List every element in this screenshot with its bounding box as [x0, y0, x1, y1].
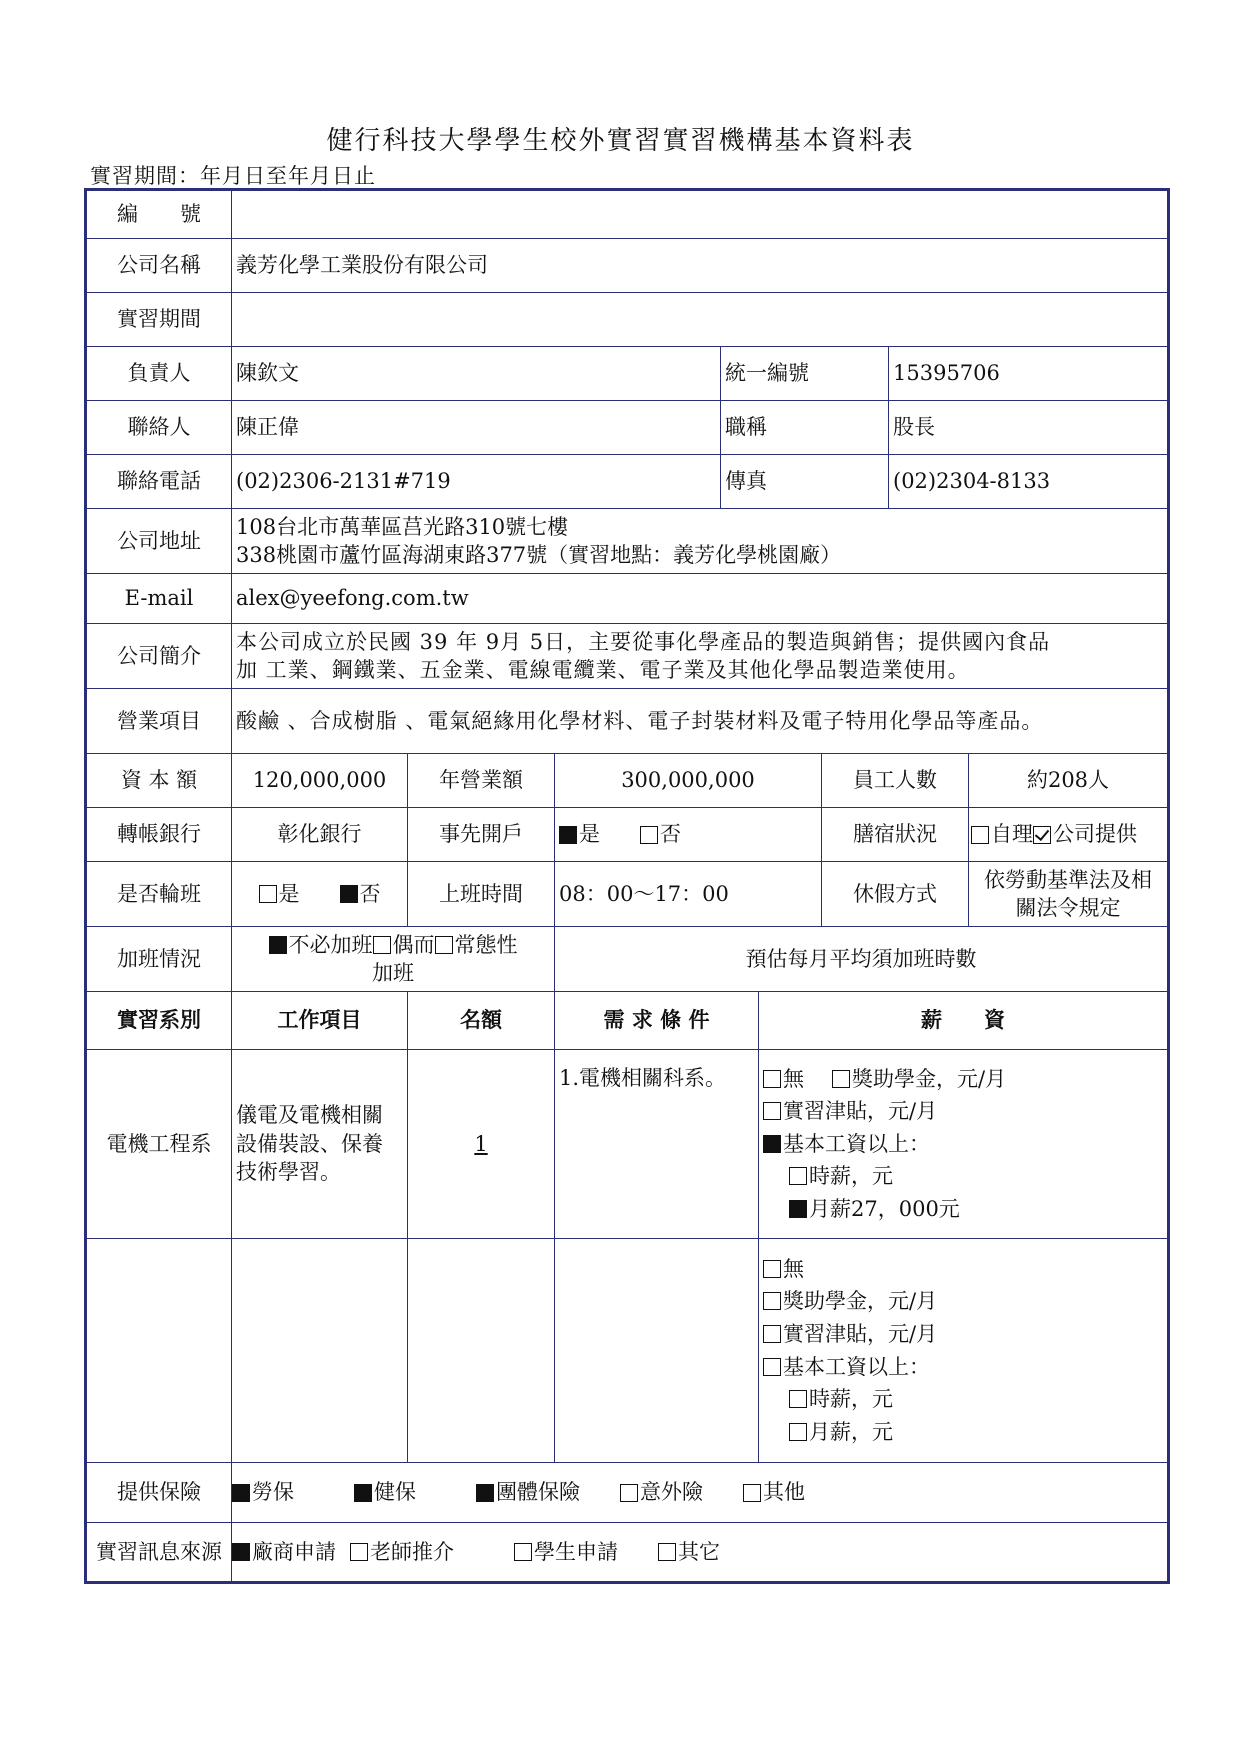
label-leave: 休假方式	[821, 861, 969, 927]
address-line-1: 108台北市萬華區莒光路310號七樓	[236, 514, 569, 539]
label-job-title: 職稱	[720, 400, 889, 455]
insurance-labor: 勞保	[252, 1480, 294, 1505]
checkbox-unchecked-icon[interactable]	[743, 1484, 761, 1502]
lodging-self: 自理	[991, 822, 1033, 847]
value-business[interactable]: 酸鹼 、合成樹脂 、電氣絕緣用化學材料、電子封裝材料及電子特用化學品等產品。	[231, 688, 1168, 754]
row1-salary-none: 無	[783, 1066, 804, 1091]
insurance-group: 團體保險	[496, 1480, 580, 1505]
checkbox-unchecked-icon[interactable]	[832, 1070, 850, 1088]
label-shift: 是否輪班	[86, 861, 232, 927]
label-work-hours: 上班時間	[407, 861, 555, 927]
value-work-hours[interactable]: 08：00～17：00	[554, 861, 822, 927]
header-work-item: 工作項目	[231, 991, 408, 1050]
label-bank: 轉帳銀行	[86, 807, 232, 862]
source-student: 學生申請	[534, 1539, 618, 1564]
row2-salary-basic: 基本工資以上：	[783, 1354, 930, 1379]
address-line-2: 338桃園市蘆竹區海湖東路377號（實習地點：義芳化學桃園廠）	[236, 543, 842, 567]
checkbox-ticked-icon[interactable]	[1033, 826, 1051, 844]
source-teacher: 老師推介	[370, 1539, 454, 1564]
row1-quota	[407, 1049, 555, 1239]
source-options	[231, 1522, 1168, 1582]
label-number: 編 號	[86, 190, 232, 239]
checkbox-checked-icon[interactable]	[340, 885, 358, 903]
insurance-options	[231, 1462, 1168, 1523]
insurance-health: 健保	[374, 1480, 416, 1505]
value-fax[interactable]: (02)2304-8133	[888, 454, 1168, 509]
checkbox-unchecked-icon[interactable]	[373, 936, 391, 954]
row1-salary	[758, 1049, 1168, 1239]
label-source: 實習訊息來源	[86, 1522, 232, 1582]
checkbox-unchecked-icon[interactable]	[763, 1358, 781, 1376]
row2-salary-scholarship: 獎助學金，元/月	[783, 1289, 938, 1314]
overtime-none: 不必加班	[288, 932, 373, 957]
label-intern-period: 實習期間	[86, 292, 232, 347]
label-tax-id: 統一編號	[720, 346, 889, 401]
checkbox-unchecked-icon[interactable]	[658, 1543, 676, 1561]
row1-dept: 電機工程系	[86, 1049, 232, 1239]
label-insurance: 提供保險	[86, 1462, 232, 1523]
label-capital: 資 本 額	[86, 753, 232, 808]
row1-salary-allowance: 實習津貼，元/月	[783, 1099, 938, 1124]
row1-work-line-1: 儀電及電機相關	[236, 1103, 383, 1128]
row2-salary	[758, 1238, 1168, 1463]
overtime-regular: 常態性	[454, 932, 518, 957]
checkbox-unchecked-icon[interactable]	[620, 1484, 638, 1502]
row1-salary-monthly: 月薪27，000元	[809, 1196, 960, 1221]
shift-options	[231, 861, 408, 927]
source-other: 其它	[678, 1539, 720, 1564]
checkbox-unchecked-icon[interactable]	[514, 1543, 532, 1561]
value-number[interactable]	[231, 190, 1168, 239]
label-overtime: 加班情況	[86, 926, 232, 992]
row1-work-line-3: 技術學習。	[236, 1160, 341, 1185]
row2-dept[interactable]	[86, 1238, 232, 1463]
period-line: 實習期間：年月日至年月日止	[90, 164, 376, 188]
checkbox-checked-icon[interactable]	[559, 826, 577, 844]
pre-account-yes: 是	[579, 822, 600, 847]
checkbox-unchecked-icon[interactable]	[789, 1390, 807, 1408]
checkbox-unchecked-icon[interactable]	[789, 1423, 807, 1441]
header-dept: 實習系別	[86, 991, 232, 1050]
label-company-name: 公司名稱	[86, 238, 232, 293]
value-profile[interactable]	[231, 623, 1168, 689]
label-phone: 聯絡電話	[86, 454, 232, 509]
checkbox-unchecked-icon[interactable]	[971, 826, 989, 844]
label-revenue: 年營業額	[407, 753, 555, 808]
row2-salary-none: 無	[783, 1256, 804, 1281]
label-overtime-hours: 預估每月平均須加班時數	[554, 926, 1168, 992]
checkbox-checked-icon[interactable]	[269, 936, 287, 954]
value-company-name[interactable]: 義芳化學工業股份有限公司	[231, 238, 1168, 293]
insurance-other: 其他	[763, 1480, 805, 1505]
insurance-accident: 意外險	[640, 1480, 703, 1505]
checkbox-checked-icon[interactable]	[354, 1484, 372, 1502]
label-fax: 傳真	[720, 454, 889, 509]
checkbox-unchecked-icon[interactable]	[763, 1260, 781, 1278]
leave-line-2: 關法令規定	[1015, 896, 1121, 920]
value-capital[interactable]: 120,000,000	[231, 753, 408, 808]
value-intern-period[interactable]	[231, 292, 1168, 347]
label-address: 公司地址	[86, 508, 232, 574]
checkbox-checked-icon[interactable]	[232, 1543, 250, 1561]
value-bank[interactable]: 彰化銀行	[231, 807, 408, 862]
row1-work-line-2: 設備裝設、保養	[236, 1131, 383, 1156]
value-address[interactable]	[231, 508, 1168, 574]
row2-salary-allowance: 實習津貼，元/月	[783, 1321, 938, 1346]
overtime-regular-cont: 加班	[372, 961, 414, 985]
row2-requirement[interactable]	[554, 1238, 759, 1463]
row1-salary-hourly: 時薪，元	[809, 1164, 893, 1189]
checkbox-unchecked-icon[interactable]	[640, 826, 658, 844]
overtime-options	[231, 926, 555, 992]
label-owner: 負責人	[86, 346, 232, 401]
value-tax-id[interactable]: 15395706	[888, 346, 1168, 401]
checkbox-unchecked-icon[interactable]	[763, 1070, 781, 1088]
checkbox-checked-icon[interactable]	[232, 1484, 250, 1502]
checkbox-unchecked-icon[interactable]	[763, 1102, 781, 1120]
value-contact[interactable]: 陳正偉	[231, 400, 721, 455]
row1-quota-value: 1	[474, 1131, 488, 1156]
value-employees[interactable]: 約208人	[968, 753, 1168, 808]
overtime-sometimes: 偶而	[392, 932, 435, 957]
checkbox-unchecked-icon[interactable]	[789, 1167, 807, 1185]
source-vendor: 廠商申請	[252, 1539, 336, 1564]
checkbox-unchecked-icon[interactable]	[763, 1292, 781, 1310]
leave-line-1: 依勞動基準法及相	[984, 867, 1152, 892]
pre-account-no: 否	[660, 822, 681, 847]
row2-work-item[interactable]	[231, 1238, 408, 1463]
label-email: E-mail	[86, 573, 232, 624]
lodging-options	[968, 807, 1168, 862]
row2-quota[interactable]	[407, 1238, 555, 1463]
profile-line-1: 本公司成立於民國 39 年 9月 5日，主要從事化學產品的製造與銷售；提供國內食品	[236, 629, 1051, 654]
value-leave[interactable]	[968, 861, 1168, 927]
row2-salary-hourly: 時薪，元	[809, 1387, 893, 1412]
profile-line-2: 加 工業、鋼鐵業、五金業、電線電纜業、電子業及其他化學品製造業使用。	[236, 658, 970, 682]
checkbox-unchecked-icon[interactable]	[763, 1325, 781, 1343]
row1-work-item	[231, 1049, 408, 1239]
value-job-title[interactable]: 股長	[888, 400, 1168, 455]
checkbox-checked-icon[interactable]	[476, 1484, 494, 1502]
checkbox-unchecked-icon[interactable]	[435, 936, 453, 954]
value-owner[interactable]: 陳欽文	[231, 346, 721, 401]
row1-requirement: 1.電機相關科系。	[554, 1049, 759, 1239]
checkbox-checked-icon[interactable]	[763, 1135, 781, 1153]
pre-account-options	[554, 807, 822, 862]
header-quota: 名額	[407, 991, 555, 1050]
checkbox-checked-icon[interactable]	[789, 1200, 807, 1218]
checkbox-unchecked-icon[interactable]	[350, 1543, 368, 1561]
value-revenue[interactable]: 300,000,000	[554, 753, 822, 808]
checkbox-unchecked-icon[interactable]	[259, 885, 277, 903]
label-pre-account: 事先開戶	[407, 807, 555, 862]
row1-salary-scholarship: 獎助學金，元/月	[852, 1066, 1007, 1091]
header-requirement: 需 求 條 件	[554, 991, 759, 1050]
row2-salary-monthly: 月薪，元	[809, 1419, 893, 1444]
label-employees: 員工人數	[821, 753, 969, 808]
label-lodging: 膳宿狀況	[821, 807, 969, 862]
row1-salary-basic: 基本工資以上：	[783, 1131, 930, 1156]
value-email[interactable]: alex@yeefong.com.tw	[231, 573, 1168, 624]
shift-yes: 是	[278, 881, 300, 906]
header-salary: 薪 資	[758, 991, 1168, 1050]
label-contact: 聯絡人	[86, 400, 232, 455]
lodging-company: 公司提供	[1053, 822, 1137, 847]
label-profile: 公司簡介	[86, 623, 232, 689]
shift-no: 否	[359, 881, 381, 906]
form-title: 健行科技大學學生校外實習實習機構基本資料表	[326, 126, 915, 156]
label-business: 營業項目	[86, 688, 232, 754]
value-phone[interactable]: (02)2306-2131#719	[231, 454, 721, 509]
